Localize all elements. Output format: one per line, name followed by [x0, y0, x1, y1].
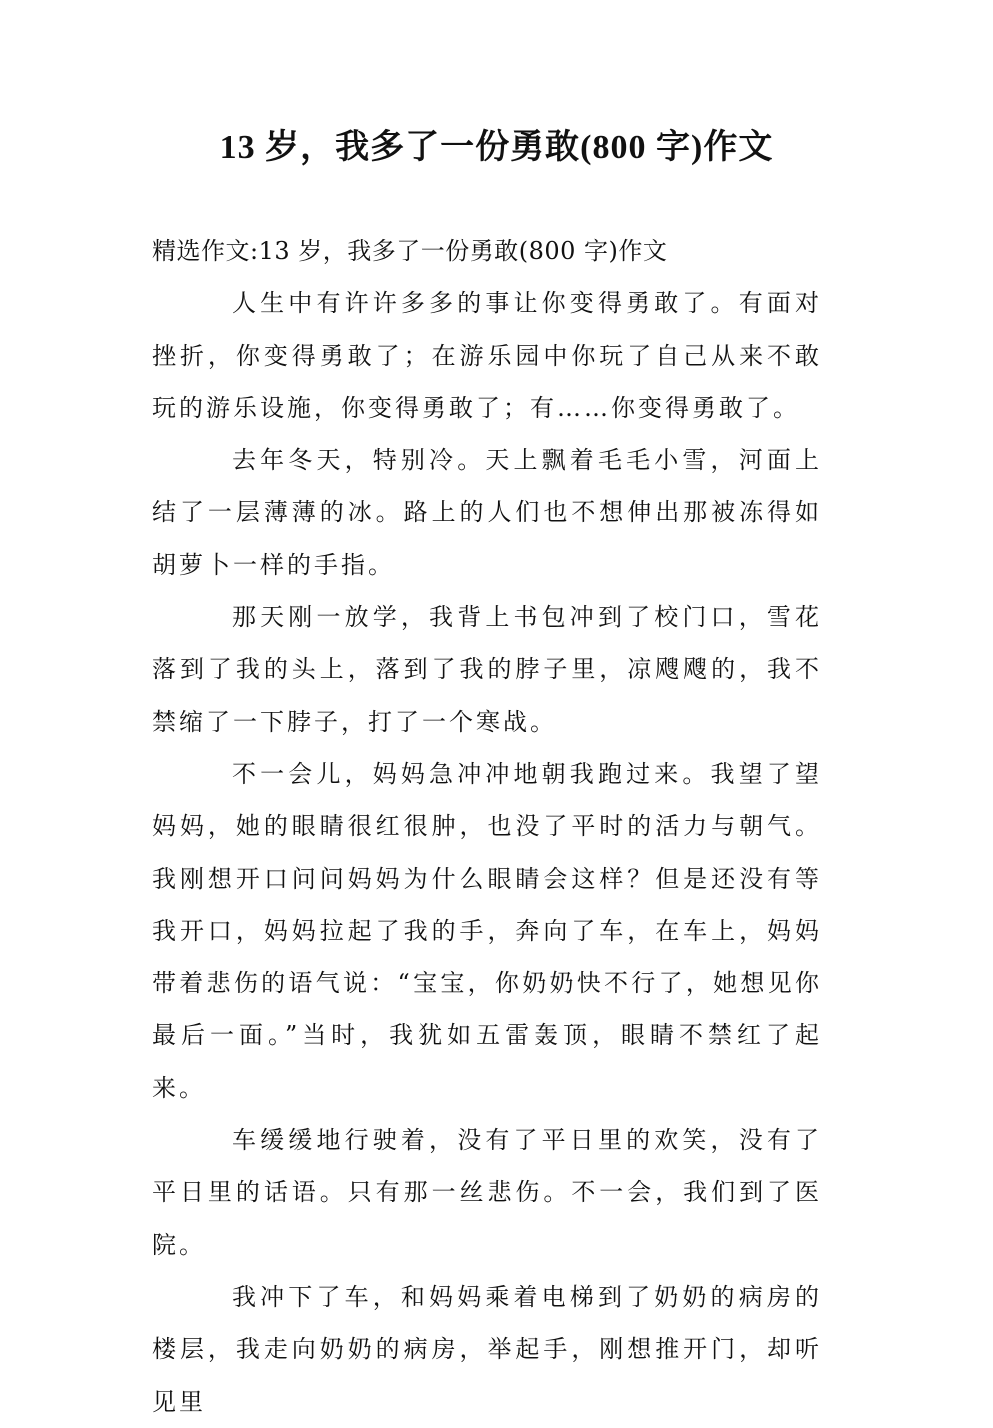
document-body: [152, 225, 822, 1428]
paragraph: 我冲下了车，和妈妈乘着电梯到了奶奶的病房的楼层，我走向奶奶的病房，举起手，刚想推开门，却听见里: [152, 1282, 822, 1416]
paragraph: 人生中有许许多多的事让你变得勇敢了。有面对挫折，你变得勇敢了；在游乐园中你玩了自己从来不敢玩的游乐设施，你变得勇敢了；有……你变得勇敢了。: [152, 289, 822, 422]
document-title: 13 岁，我多了一份勇敢(800 字)作文: [219, 129, 774, 166]
document-subtitle: 精选作文:13 岁，我多了一份勇敢(800 字)作文: [152, 237, 668, 265]
paragraph: 去年冬天，特别冷。天上飘着毛毛小雪，河面上结了一层薄薄的冰。路上的人们也不想伸出那被冻得如胡萝卜一样的手指。: [152, 446, 822, 579]
paragraph: 不一会儿，妈妈急冲冲地朝我跑过来。我望了望妈妈，她的眼睛很红很肿，也没了平时的活力与朝气。我刚想开口问问妈妈为什么眼睛会这样？但是还没有等我开口，妈妈拉起了我的手，奔向了车，在车上，妈妈带着悲伤的语气说：“宝宝，你奶奶快不行了，她想见你最后一面。”当时，我犹如五雷轰顶，眼睛不禁红了起来。: [152, 759, 822, 1102]
paragraph: 车缓缓地行驶着，没有了平日里的欢笑，没有了平日里的话语。只有那一丝悲伤。不一会，我们到了医院。: [152, 1126, 822, 1259]
paragraph: 那天刚一放学，我背上书包冲到了校门口，雪花落到了我的头上，落到了我的脖子里，凉飕飕的，我不禁缩了一下脖子，打了一个寒战。: [152, 603, 822, 736]
